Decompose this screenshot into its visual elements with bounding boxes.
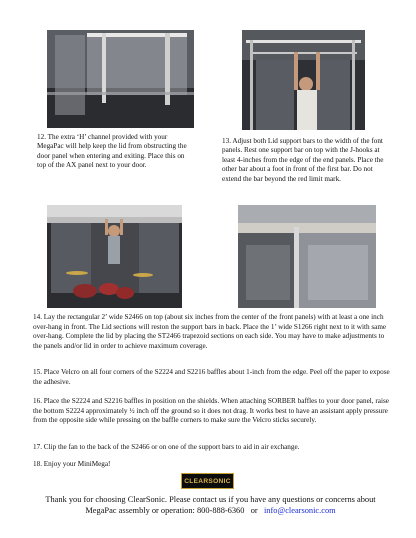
caption-step-13: 13. Adjust both Lid support bars to the width of the font panels. Rest one support bar on top with the J-hooks at least 4-inches from the edge of the end panels. Place the other bar about a foot in front of the first bar. Do not extend the bar beyond the red limit mark. [222, 137, 384, 183]
phone-number: 800-888-6360 [196, 506, 245, 515]
step-15-text: 15. Place Velcro on all four corners of the S2224 and S2216 baffles about 1-inch from the edge. Peel off the paper to expose the adhesive. [33, 368, 390, 386]
footer-line-1: Thank you for choosing ClearSonic. Please contact us if you have any questions or concerns about [45, 495, 376, 504]
photo-h-channel [47, 30, 194, 128]
step-16-text: 16. Place the S2224 and S2216 baffles in position on the shields. When attaching SORBER baffles to your door panel, raise the bottom S2224 approximately ½ inch off the ground so it does not drag. It works best to have an assistant apply pressure from the opposite side while pressing on the baffle corners to make sure the Velcro sticks securely. [33, 397, 389, 425]
clearsonic-logo [181, 473, 234, 489]
caption-step-12: 12. The extra ‘H’ channel provided with your MegaPac will help keep the lid from obstructing the door panel when entering and exiting. Place this on top of the AX panel next to your door. [37, 133, 187, 170]
step-17-text: 17. Clip the fan to the back of the S2466 or on one of the support bars to aid in air exchange. [33, 443, 300, 451]
photo-lid-corner-closeup [238, 205, 376, 308]
logo-text: CLEARSONIC [184, 477, 231, 485]
photo-lid-support-bars [242, 30, 365, 130]
email-link[interactable]: info@clearsonic.com [263, 506, 336, 515]
photo-lid-installed [47, 205, 182, 308]
step-14-text: 14. Lay the rectangular 2’ wide S2466 on top (about six inches from the center of the front panels) with at least a one inch over-hang in front. The Lid sections will reston the support bars in back. Place the 1’ wide S1266 right next to it with same over-hang. Complete the lid by placing the ST2466 trapezoid sections on each side. You may have to make adjustments to the panels and/or lid in order to achieve maximum coverage. [33, 313, 387, 350]
thank-you-footer [28, 494, 393, 516]
footer-or: or [250, 506, 258, 515]
footer-line-2-prefix: MegaPac assembly or operation: [85, 506, 197, 515]
step-18-text: 18. Enjoy your MiniMega! [33, 460, 111, 468]
